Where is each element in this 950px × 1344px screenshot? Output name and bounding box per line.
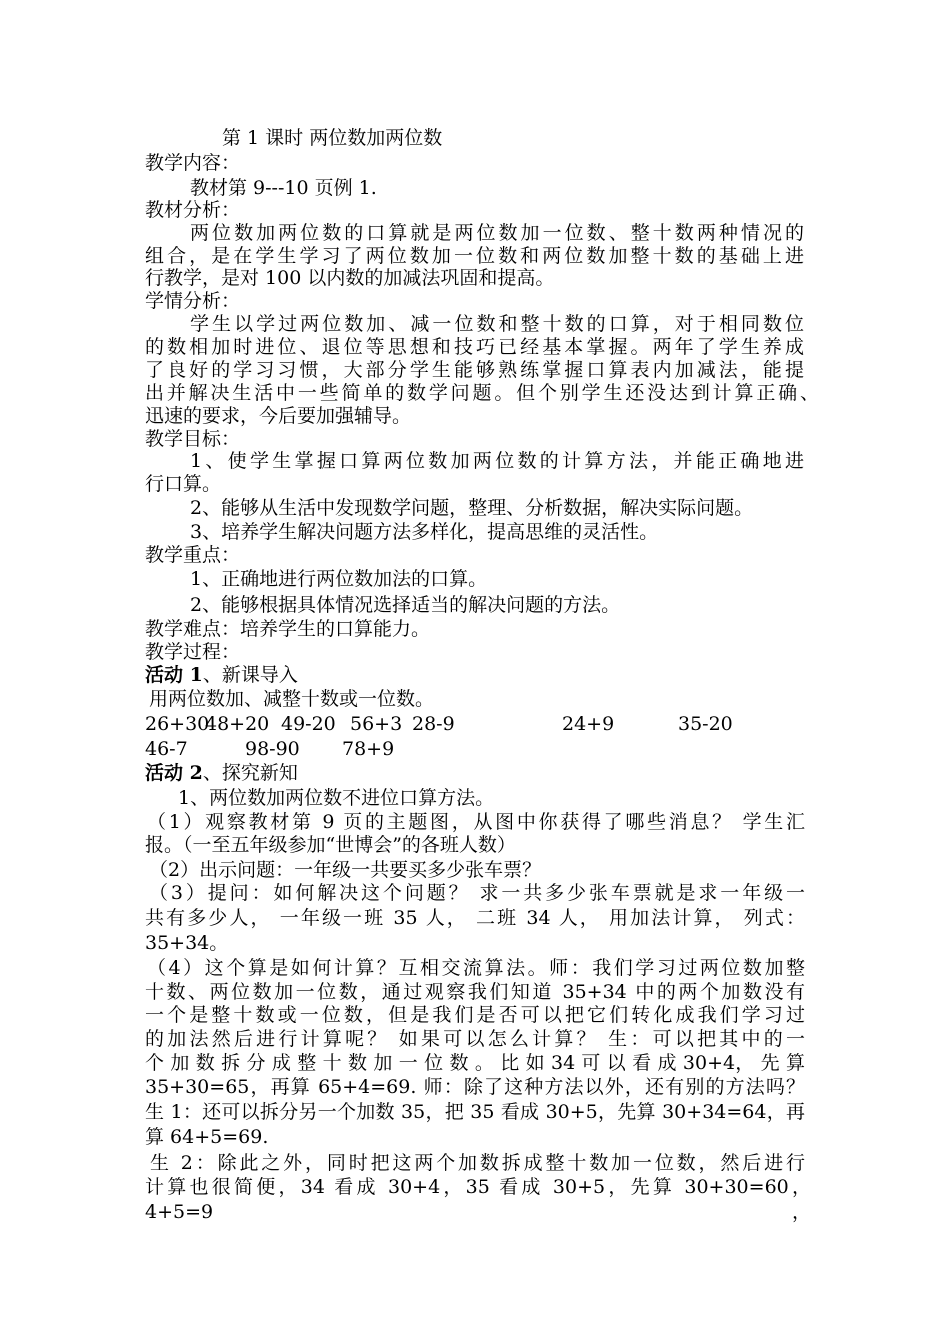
paragraph-line: 了良好的学习习惯，大部分学生能够熟练掌握口算表内加减法，能提 (145, 359, 804, 381)
key-point-item: 2、能够根据具体情况选择适当的解决问题的方法。 (190, 594, 621, 616)
heading-material-analysis: 教材分析： (145, 199, 241, 221)
exercise-item: 98-90 (245, 738, 300, 760)
paragraph-line: 生 2：除此之外，同时把这两个加数拆成整十数加一位数，然后进行 (150, 1152, 805, 1174)
paragraph-line: 35+30=65，再算 65+4=69. 师：除了这种方法以外，还有别的方法吗？ (145, 1076, 805, 1098)
goal-item: 2、能够从生活中发现数学问题，整理、分析数据，解决实际问题。 (190, 497, 754, 519)
exercise-instruction: 用两位数加、减整十数或一位数。 (149, 688, 435, 710)
goal-item: 3、培养学生解决问题方法多样化，提高思维的灵活性。 (190, 521, 659, 543)
exercise-item: 28-9 (412, 713, 455, 735)
activity-title: 、探究新知 (202, 762, 298, 784)
activity-1-heading (145, 663, 298, 688)
exercise-item: 48+20 (205, 713, 270, 735)
heading-key-points: 教学重点： (145, 544, 241, 566)
exercise-item: 35-20 (678, 713, 733, 735)
exercise-item: 24+9 (562, 713, 615, 735)
paragraph-line: 迅速的要求，今后要加强辅导。 (145, 405, 412, 427)
paragraph-line: 出并解决生活中一些简单的数学问题。但个别学生还没达到计算正确、 (145, 382, 819, 404)
heading-process: 教学过程： (145, 641, 241, 663)
exercise-item: 49-20 (281, 713, 336, 735)
exercise-item: 56+3 (350, 713, 403, 735)
paragraph-line: 生 1：还可以拆分另一个加数 35，把 35 看成 30+5，先算 30+34=64，再 (145, 1101, 805, 1123)
paragraph-line: 一个是整十数或一位数，但是我们是否可以把它们转化成我们学习过 (145, 1004, 805, 1026)
paragraph-line: 35+34。 (145, 932, 229, 954)
paragraph-line: 十数、两位数加一位数，通过观察我们知道 35+34 中的两个加数没有 (145, 981, 805, 1003)
paragraph-line: 行教学，是对 100 以内数的加减法巩固和提高。 (145, 267, 555, 289)
heading-difficulty: 教学难点：培养学生的口算能力。 (145, 618, 431, 640)
paragraph-line: 的数相加时进位、退位等思想和技巧已经基本掌握。两年了学生养成 (145, 336, 804, 358)
paragraph-line: 组合，是在学生学习了两位数加一位数和两位数加整十数的基础上进 (145, 245, 804, 267)
paragraph-line: 两位数加两位数的口算就是两位数加一位数、整十数两种情况的 (190, 222, 804, 244)
goal-item-cont: 行口算。 (145, 473, 222, 495)
paragraph-line: 个 加 数 拆 分 成 整 十 数 加 一 位 数 。 比 如 34 可 以 看 成 30+4， 先 算 (145, 1052, 805, 1074)
exercise-item: 26+30 (145, 713, 210, 735)
content-text: 教材第 9---10 页例 1. (190, 177, 377, 199)
paragraph-line: 算 64+5=69. (145, 1126, 269, 1148)
heading-student-analysis: 学情分析： (145, 290, 241, 312)
paragraph-line: （1）观察教材第 9 页的主题图，从图中你获得了哪些消息？ 学生汇 (147, 811, 805, 833)
activity-label: 活动 2 (145, 762, 203, 784)
paragraph-line: 报。（一至五年级参加“世博会”的各班人数） (145, 834, 516, 856)
exercise-item: 78+9 (342, 738, 395, 760)
heading-content: 教学内容： (145, 152, 241, 174)
activity-label: 活动 1 (145, 664, 203, 686)
goal-item: 1、使学生掌握口算两位数加两位数的计算方法，并能正确地进 (190, 450, 804, 472)
section-heading: 1、两位数加两位数不进位口算方法。 (178, 787, 495, 809)
paragraph-line: 的加法然后进行计算呢？ 如果可以怎么计算？ 生：可以把其中的一 (145, 1028, 805, 1050)
key-point-item: 1、正确地进行两位数加法的口算。 (190, 568, 488, 590)
lesson-title: 第 1 课时 两位数加两位数 (222, 127, 443, 149)
activity-2-heading (145, 761, 298, 786)
heading-goals: 教学目标： (145, 428, 241, 450)
paragraph-line: （4）这个算是如何计算？互相交流算法。师：我们学习过两位数加整 (147, 957, 805, 979)
paragraph-line: （2）出示问题：一年级一共要买多少张车票？ (149, 859, 542, 881)
activity-title: 、新课导入 (202, 664, 298, 686)
exercise-item: 46-7 (145, 738, 188, 760)
paragraph-line: （3）提问：如何解决这个问题？ 求一共多少张车票就是求一年级一 (149, 882, 805, 904)
paragraph-line: 学生以学过两位数加、减一位数和整十数的口算，对于相同数位 (190, 313, 804, 335)
paragraph-line: 共有多少人， 一年级一班 35 人， 二班 34 人， 用加法计算， 列式： (145, 907, 805, 929)
paragraph-line: 计算也很简便，34 看成 30+4，35 看成 30+5，先算 30+30=60，4+5=9， (145, 1176, 811, 1223)
